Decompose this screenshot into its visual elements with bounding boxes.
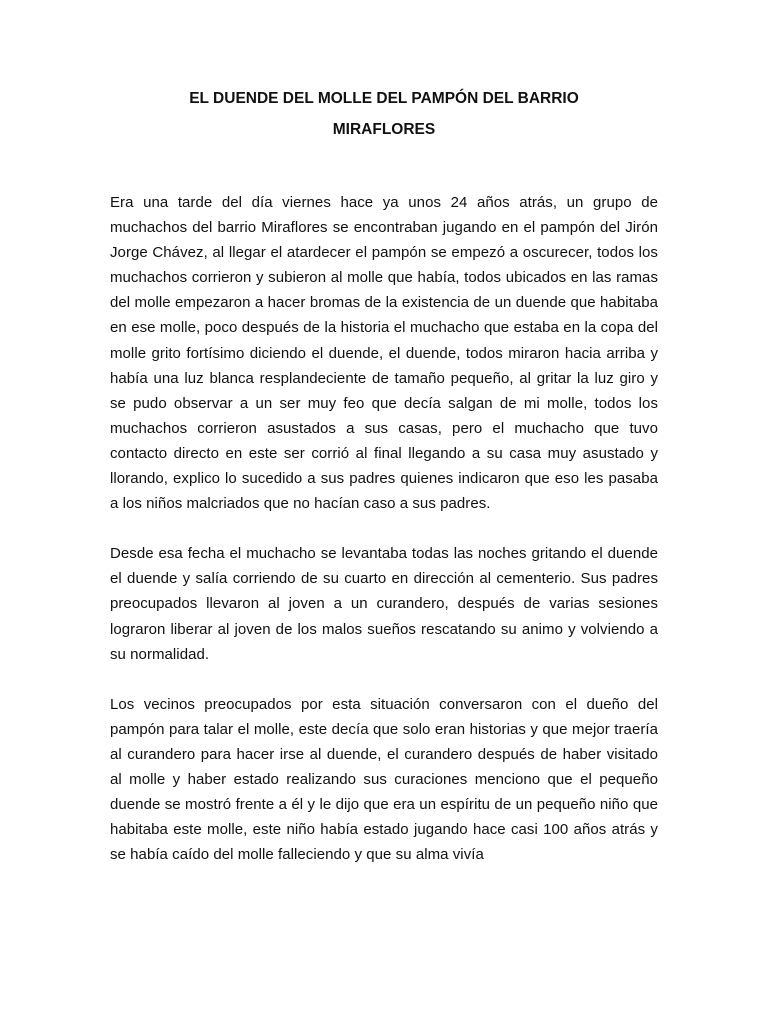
document-title [110, 83, 658, 145]
paragraph-3: Los vecinos preocupados por esta situación conversaron con el dueño del pampón para talar el molle, este decía que solo eran historias y que mejor traería al curandero para hacer irse al duende, el curandero después de haber visitado al molle y haber estado realizando sus curaciones menciono que el pequeño duende se mostró frente a él y le dijo que era un espíritu de un pequeño niño que habitaba este molle, este niño había estado jugando hace casi 100 años atrás y se había caído del molle falleciendo y que su alma vivía [110, 695, 658, 864]
paragraph-1: Era una tarde del día viernes hace ya unos 24 años atrás, un grupo de muchachos del barrio Miraflores se encontraban jugando en el pampón del Jirón Jorge Chávez, al llegar el atardecer el pampón se empezó a oscurecer, todos los muchachos corrieron y subieron al molle que había, todos ubicados en las ramas del molle empezaron a hacer bromas de la existencia de un duende que habitaba en ese molle, poco después de la historia el muchacho que estaba en la copa del molle grito fortísimo diciendo el duende, el duende, todos miraron hacia arriba y había una luz blanca resplandeciente de tamaño pequeño, al gritar la luz giro y se pudo observar a un ser muy feo que decía salgan de mi molle, todos los muchachos corrieron asustados a sus casas, pero el muchacho que tuvo contacto directo en este ser corrió al final llegando a su casa muy asustado y llorando, explico lo sucedido a sus padres quienes indicaron que eso les pasaba a los niños malcriados que no hacían caso a sus padres. [110, 194, 658, 513]
document-body [110, 190, 658, 892]
paragraph-2: Desde esa fecha el muchacho se levantaba todas las noches gritando el duende el duende y salía corriendo de su cuarto en dirección al cementerio. Sus padres preocupados llevaron al joven a un curandero, después de varias sesiones lograron liberar al joven de los malos sueños rescatando su animo y volviendo a su normalidad. [110, 545, 658, 663]
title-line-2: MIRAFLORES [332, 121, 436, 138]
title-line-1: EL DUENDE DEL MOLLE DEL PAMPÓN DEL BARRIO [189, 90, 579, 107]
